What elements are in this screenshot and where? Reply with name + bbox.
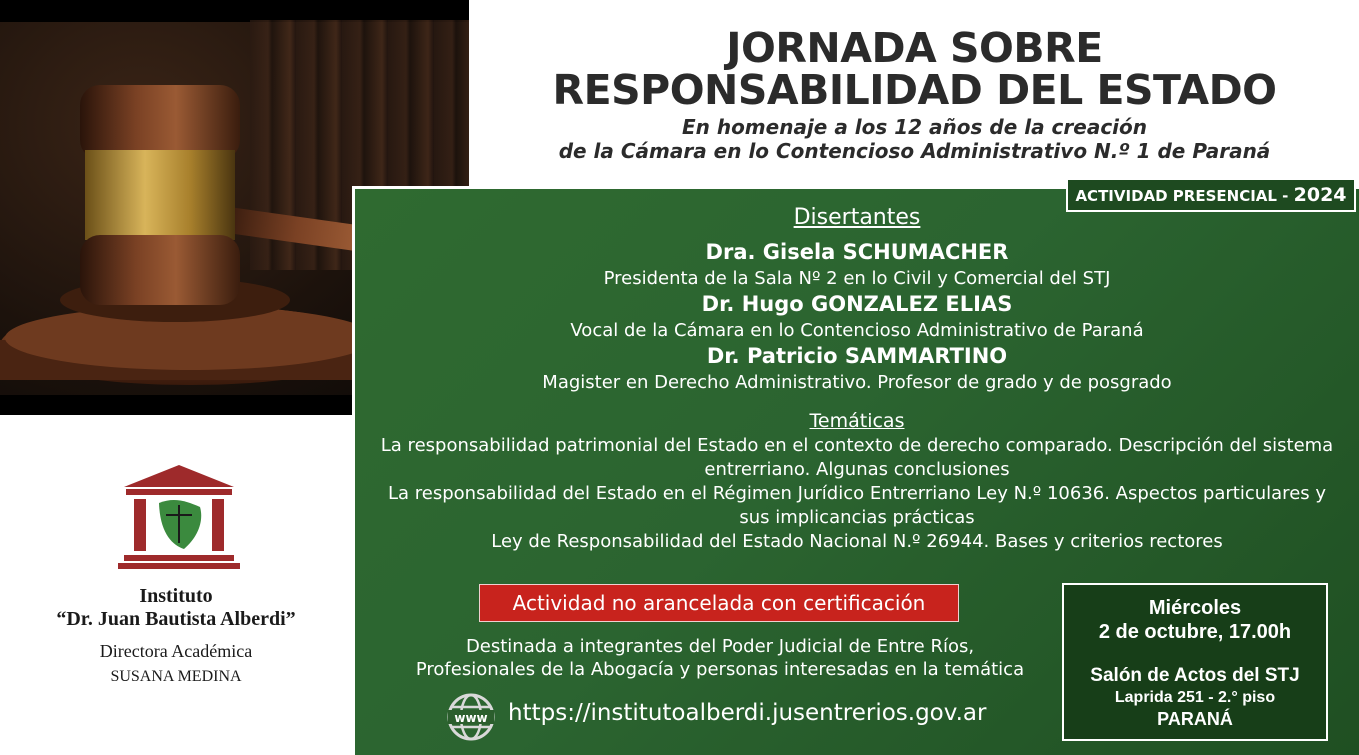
courthouse-logo-icon bbox=[114, 463, 244, 573]
audience-line1: Destinada a integrantes del Poder Judicial de Entre Ríos, bbox=[465, 636, 975, 657]
badge-year: 2024 bbox=[1293, 184, 1347, 206]
topic-line: La responsabilidad del Estado en el Régimen Jurídico Entrerriano Ley N.º 10636. Aspectos particulares y bbox=[387, 483, 1327, 504]
page-subtitle-line2: de la Cámara en lo Contencioso Administrativo N.º 1 de Paraná bbox=[558, 139, 1271, 163]
speaker-role: Presidenta de la Sala Nº 2 en lo Civil y Comercial del STJ bbox=[603, 268, 1111, 289]
website-link[interactable]: https://institutoalberdi.jusentrerios.gov.ar bbox=[508, 700, 987, 726]
page-title-line2: RESPONSABILIDAD DEL ESTADO bbox=[552, 66, 1277, 114]
topic-line: entrerriano. Algunas conclusiones bbox=[704, 459, 1010, 480]
speaker-role: Vocal de la Cámara en lo Contencioso Administrativo de Paraná bbox=[570, 320, 1144, 341]
page-title-line1: JORNADA SOBRE bbox=[726, 24, 1103, 72]
speakers-heading: Disertantes bbox=[793, 205, 921, 230]
institute-name-line1: Instituto bbox=[139, 585, 213, 607]
globe-www-icon bbox=[447, 693, 495, 741]
event-date-time: 2 de octubre, 17.00h bbox=[1098, 621, 1292, 643]
event-address: Laprida 251 - 2.° piso bbox=[1114, 689, 1276, 706]
event-city: PARANÁ bbox=[1157, 709, 1233, 729]
event-day: Miércoles bbox=[1148, 597, 1242, 619]
event-date-box bbox=[1062, 583, 1328, 741]
speaker-name: Dr. Hugo GONZALEZ ELIAS bbox=[701, 292, 1013, 316]
institute-name-line2: “Dr. Juan Bautista Alberdi” bbox=[56, 608, 296, 630]
topic-line: sus implicancias prácticas bbox=[739, 507, 975, 528]
page-subtitle-line1: En homenaje a los 12 años de la creación bbox=[681, 115, 1148, 139]
www-label: www bbox=[454, 711, 488, 725]
topic-line: La responsabilidad patrimonial del Estado en el contexto de derecho comparado. Descripción del sistema bbox=[380, 435, 1334, 456]
topics-heading: Temáticas bbox=[809, 410, 905, 432]
institute-director-name: SUSANA MEDINA bbox=[110, 668, 242, 685]
institute-director-role: Directora Académica bbox=[99, 641, 253, 661]
speaker-name: Dra. Gisela SCHUMACHER bbox=[705, 240, 1009, 264]
event-venue: Salón de Actos del STJ bbox=[1090, 665, 1300, 686]
institute-logo-area bbox=[0, 415, 352, 755]
free-activity-banner: Actividad no arancelada con certificación bbox=[479, 584, 959, 622]
audience-line2: Profesionales de la Abogacía y personas interesadas en la temática bbox=[415, 659, 1025, 680]
topic-line: Ley de Responsabilidad del Estado Nacional N.º 26944. Bases y criterios rectores bbox=[491, 531, 1223, 552]
speaker-name: Dr. Patricio SAMMARTINO bbox=[706, 344, 1008, 368]
speaker-role: Magister en Derecho Administrativo. Profesor de grado y de posgrado bbox=[542, 372, 1172, 393]
badge-label: ACTIVIDAD PRESENCIAL - bbox=[1075, 187, 1294, 205]
